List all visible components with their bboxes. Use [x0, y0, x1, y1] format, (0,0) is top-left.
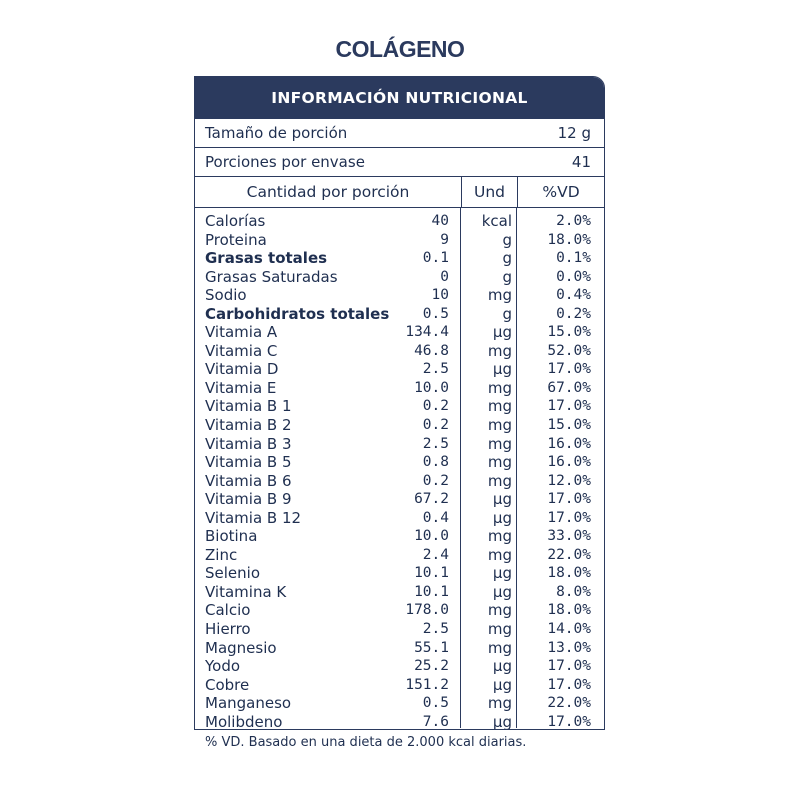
nutrient-amount: 0 — [440, 268, 449, 285]
nutrient-unit: g — [502, 304, 512, 323]
product-title: COLÁGENO — [335, 36, 465, 62]
nutrient-row — [195, 564, 604, 583]
nutrient-amount: 40 — [431, 213, 449, 229]
nutrient-name: Vitamia B 9 — [205, 490, 292, 509]
nutrient-row — [195, 249, 604, 268]
servings-per-container-row — [195, 148, 604, 177]
nutrient-unit: mg — [487, 527, 512, 546]
nutrient-name: Calorías — [205, 212, 266, 230]
nutrient-amount: 55.1 — [414, 639, 449, 656]
servings-value: 41 — [571, 153, 591, 171]
nutrient-amount: 67.2 — [414, 491, 449, 508]
nutrient-dv: 15.0% — [547, 324, 591, 341]
nutrient-dv: 17.0% — [547, 676, 591, 693]
nutrient-unit: g — [502, 230, 512, 249]
nutrient-unit: mg — [487, 620, 512, 639]
nutrient-row — [195, 360, 604, 379]
nutrient-amount: 10.0 — [414, 379, 449, 396]
nutrient-amount: 10.0 — [414, 528, 449, 545]
nutrient-unit: mg — [487, 638, 512, 657]
nutrient-amount: 0.5 — [422, 305, 449, 322]
nutrient-row — [195, 657, 604, 676]
nutrient-name: Vitamia B 12 — [205, 508, 302, 527]
nutrient-row — [195, 509, 604, 528]
nutrient-dv: 22.0% — [547, 695, 591, 712]
nutrient-unit: kcal — [481, 212, 512, 230]
nutrient-row — [195, 527, 604, 546]
nutrient-amount: 46.8 — [414, 342, 449, 359]
nutrient-unit: mg — [487, 286, 512, 305]
nutrient-name: Proteina — [205, 230, 267, 249]
nutrient-amount: 0.2 — [422, 417, 449, 434]
nutrient-amount: 0.1 — [422, 250, 449, 267]
nutrient-unit: mg — [487, 471, 512, 490]
column-header-amount: Cantidad por porción — [195, 177, 462, 207]
nutrient-row — [195, 601, 604, 620]
nutrient-unit: mg — [487, 601, 512, 620]
nutrient-dv: 2.0% — [556, 213, 591, 229]
nutrient-name: Vitamia B 5 — [205, 453, 292, 472]
nutrient-dv: 17.0% — [547, 361, 591, 378]
nutrient-dv: 17.0% — [547, 658, 591, 675]
nutrient-name: Magnesio — [205, 638, 277, 657]
nutrient-row — [195, 694, 604, 713]
nutrient-name: Vitamia B 2 — [205, 416, 292, 435]
nutrient-unit: µg — [492, 675, 512, 694]
nutrient-dv: 16.0% — [547, 435, 591, 452]
nutrient-dv: 17.0% — [547, 491, 591, 508]
column-headers — [195, 177, 604, 208]
nutrients-table — [195, 208, 604, 728]
nutrient-name: Hierro — [205, 620, 251, 639]
nutrient-row — [195, 416, 604, 435]
nutrient-dv: 14.0% — [547, 621, 591, 638]
nutrient-dv: 17.0% — [547, 398, 591, 415]
nutrient-dv: 16.0% — [547, 454, 591, 471]
nutrient-unit: µg — [492, 657, 512, 676]
nutrient-dv: 0.0% — [556, 268, 591, 285]
nutrient-dv: 22.0% — [547, 546, 591, 563]
column-divider — [460, 208, 461, 728]
nutrient-name: Vitamia E — [205, 378, 277, 397]
nutrient-row — [195, 713, 604, 730]
nutrient-unit: µg — [492, 582, 512, 601]
nutrient-row — [195, 435, 604, 454]
nutrient-amount: 0.5 — [422, 695, 449, 712]
nutrient-unit: mg — [487, 545, 512, 564]
nutrient-row — [195, 546, 604, 565]
nutrient-name: Vitamia B 1 — [205, 397, 292, 416]
servings-label: Porciones por envase — [205, 153, 365, 171]
serving-size-label: Tamaño de porción — [205, 124, 348, 142]
nutrient-unit: mg — [487, 434, 512, 453]
nutrient-name: Vitamina K — [205, 582, 287, 601]
nutrient-name: Grasas Saturadas — [205, 267, 338, 286]
nutrient-row — [195, 453, 604, 472]
nutrition-header: INFORMACIÓN NUTRICIONAL — [195, 77, 604, 119]
nutrient-amount: 2.5 — [422, 621, 449, 638]
nutrient-name: Vitamia C — [205, 341, 278, 360]
nutrient-unit: mg — [487, 416, 512, 435]
nutrient-amount: 7.6 — [422, 713, 449, 730]
nutrient-rows — [195, 208, 604, 730]
nutrient-row — [195, 639, 604, 658]
nutrient-dv: 17.0% — [547, 509, 591, 526]
nutrient-dv: 67.0% — [547, 379, 591, 396]
nutrient-dv: 18.0% — [547, 602, 591, 619]
nutrient-amount: 2.4 — [422, 546, 449, 563]
nutrient-dv: 15.0% — [547, 417, 591, 434]
nutrient-amount: 0.2 — [422, 472, 449, 489]
nutrient-unit: µg — [492, 712, 512, 730]
nutrient-dv: 17.0% — [547, 713, 591, 730]
nutrient-unit: mg — [487, 397, 512, 416]
nutrient-name: Cobre — [205, 675, 250, 694]
nutrient-dv: 12.0% — [547, 472, 591, 489]
nutrient-name: Sodio — [205, 286, 247, 305]
nutrient-unit: µg — [492, 564, 512, 583]
column-divider — [516, 208, 517, 728]
nutrient-row — [195, 676, 604, 695]
nutrient-row — [195, 323, 604, 342]
nutrient-row — [195, 305, 604, 324]
nutrient-row — [195, 342, 604, 361]
nutrient-row — [195, 212, 604, 231]
nutrient-dv: 33.0% — [547, 528, 591, 545]
nutrient-dv: 18.0% — [547, 231, 591, 248]
nutrient-unit: mg — [487, 694, 512, 713]
nutrient-name: Biotina — [205, 527, 258, 546]
nutrient-dv: 0.1% — [556, 250, 591, 267]
nutrient-dv: 52.0% — [547, 342, 591, 359]
nutrient-row — [195, 397, 604, 416]
nutrient-row — [195, 231, 604, 250]
nutrient-row — [195, 472, 604, 491]
nutrient-dv: 8.0% — [556, 583, 591, 600]
nutrient-unit: mg — [487, 453, 512, 472]
nutrient-unit: µg — [492, 323, 512, 342]
nutrient-amount: 0.4 — [422, 509, 449, 526]
nutrient-amount: 25.2 — [414, 658, 449, 675]
nutrient-row — [195, 286, 604, 305]
nutrient-row — [195, 583, 604, 602]
column-header-unit: Und — [462, 177, 518, 207]
nutrient-name: Calcio — [205, 601, 251, 620]
nutrient-name: Grasas totales — [205, 249, 328, 268]
serving-size-value: 12 g — [557, 124, 591, 142]
nutrient-amount: 10 — [431, 287, 449, 304]
nutrient-row — [195, 268, 604, 287]
column-header-dv: %VD — [542, 183, 580, 201]
nutrient-amount: 10.1 — [414, 583, 449, 600]
nutrient-unit: µg — [492, 490, 512, 509]
nutrient-name: Vitamia B 3 — [205, 434, 292, 453]
nutrient-amount: 0.8 — [422, 454, 449, 471]
nutrient-dv: 0.2% — [556, 305, 591, 322]
nutrient-name: Vitamia D — [205, 360, 279, 379]
nutrient-name: Yodo — [205, 657, 241, 676]
nutrient-dv: 18.0% — [547, 565, 591, 582]
nutrient-row — [195, 379, 604, 398]
nutrient-name: Zinc — [205, 545, 238, 564]
nutrient-amount: 0.2 — [422, 398, 449, 415]
nutrient-name: Selenio — [205, 564, 260, 583]
nutrient-amount: 9 — [440, 231, 449, 248]
nutrient-unit: g — [502, 267, 512, 286]
nutrient-amount: 134.4 — [405, 324, 449, 341]
nutrient-amount: 178.0 — [405, 602, 449, 619]
serving-size-row — [195, 119, 604, 148]
nutrient-dv: 0.4% — [556, 287, 591, 304]
nutrient-amount: 10.1 — [414, 565, 449, 582]
nutrient-unit: mg — [487, 341, 512, 360]
nutrient-dv: 13.0% — [547, 639, 591, 656]
nutrient-unit: g — [502, 249, 512, 268]
nutrient-amount: 151.2 — [405, 676, 449, 693]
nutrient-unit: µg — [492, 360, 512, 379]
nutrient-name: Manganeso — [205, 694, 292, 713]
nutrient-name: Vitamia B 6 — [205, 471, 292, 490]
footnote: % VD. Basado en una dieta de 2.000 kcal diarias. — [205, 735, 527, 750]
nutrient-unit: µg — [492, 508, 512, 527]
nutrient-amount: 2.5 — [422, 361, 449, 378]
nutrition-facts-label — [194, 76, 605, 730]
nutrient-row — [195, 620, 604, 639]
nutrient-row — [195, 490, 604, 509]
nutrient-name: Vitamia A — [205, 323, 278, 342]
nutrient-name: Carbohidratos totales — [205, 304, 390, 323]
nutrient-amount: 2.5 — [422, 435, 449, 452]
nutrient-name: Molibdeno — [205, 712, 283, 730]
nutrient-unit: mg — [487, 378, 512, 397]
